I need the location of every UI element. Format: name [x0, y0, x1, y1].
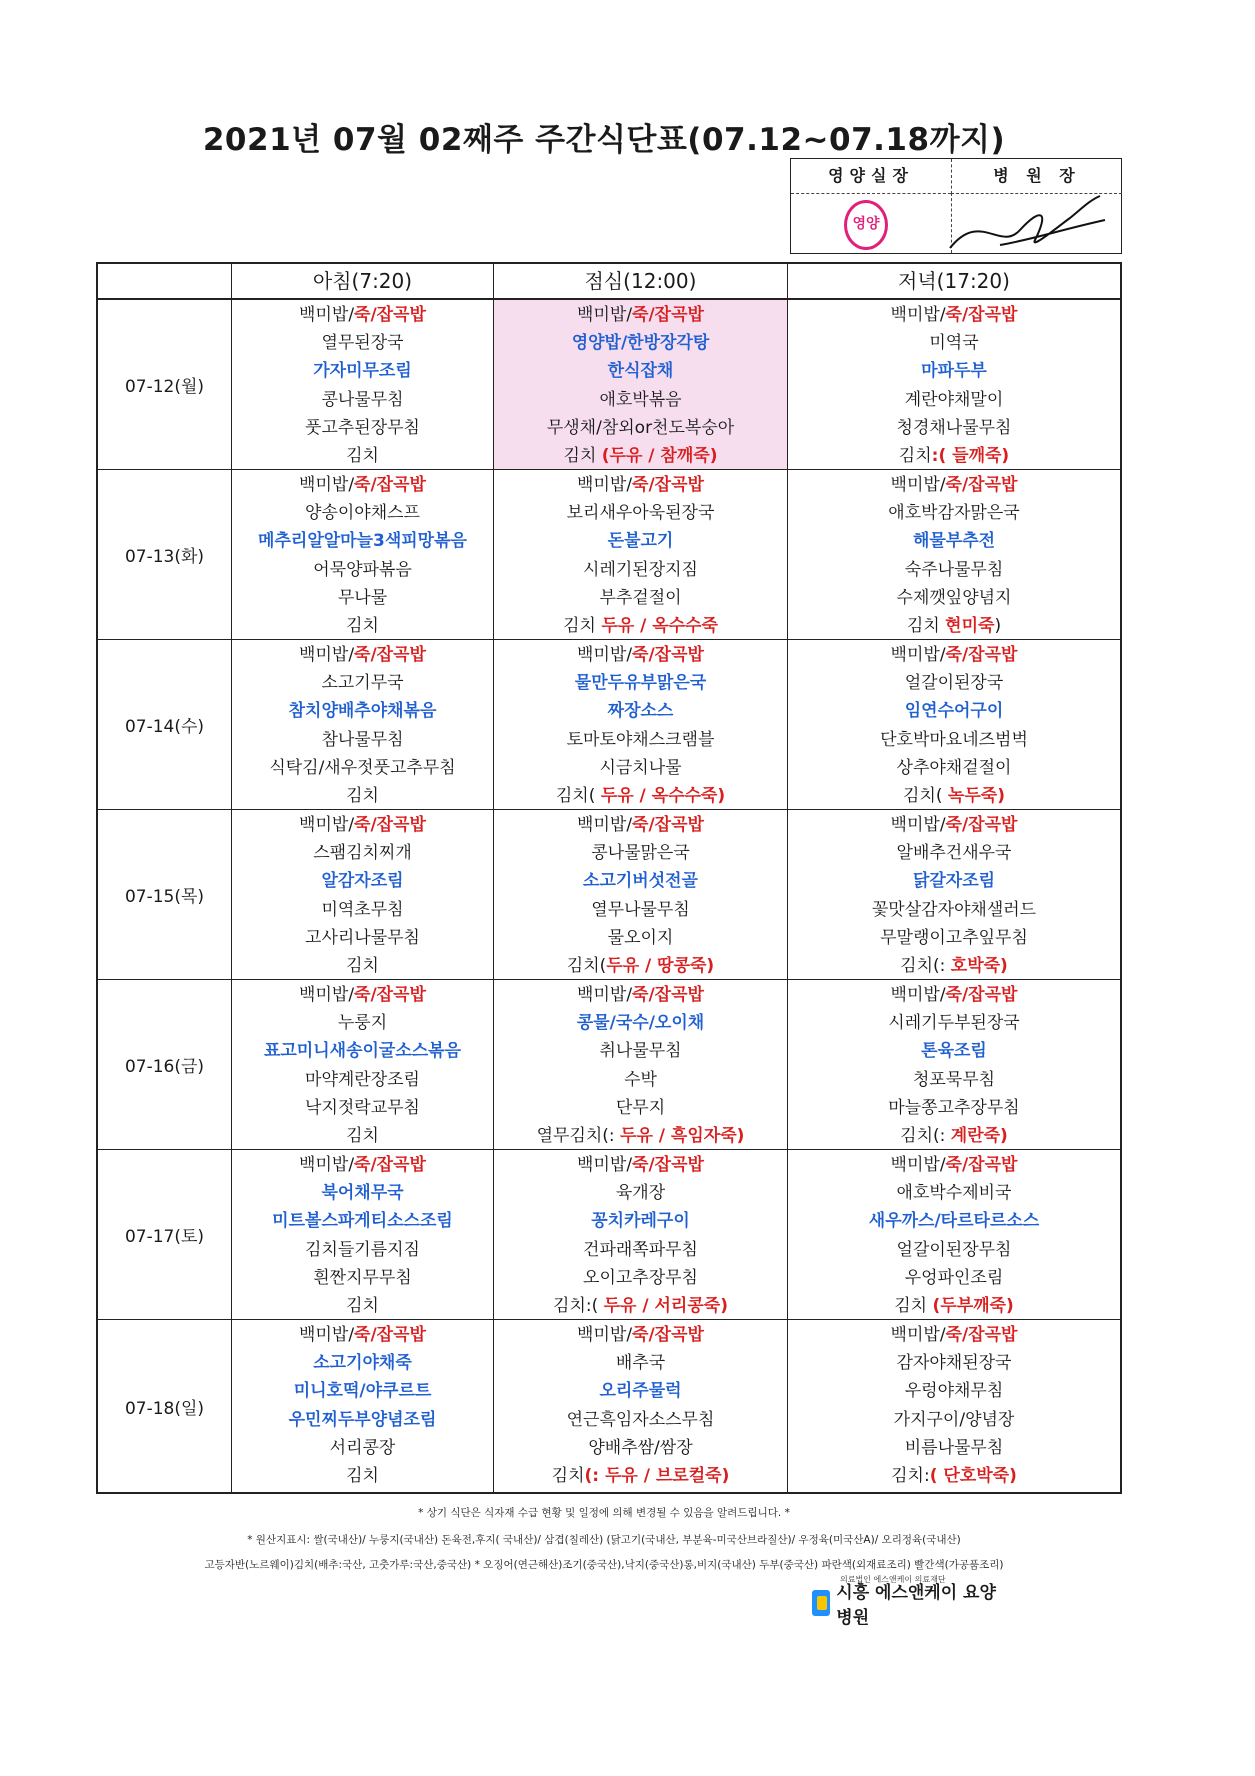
menu-item: 흰짠지무무침	[313, 1267, 412, 1288]
menu-item: 백미밥/죽/잡곡밥	[890, 815, 1018, 835]
menu-item: 한식잡채	[607, 361, 674, 382]
menu-item: 김치( 두유 / 옥수수죽)	[555, 785, 726, 806]
menu-item: 수박	[624, 1069, 657, 1090]
menu-item: 백미밥/죽/잡곡밥	[577, 645, 704, 665]
menu-item: 김치( 녹두죽)	[903, 785, 1005, 806]
day-row	[98, 300, 1120, 470]
lunch-cell	[493, 640, 787, 809]
menu-item: 해물부추전	[912, 531, 996, 552]
day-date: 07-16(금)	[124, 1057, 205, 1077]
menu-item: 연근흑임자소스무침	[566, 1409, 715, 1430]
menu-item: 참치양배추야채볶음	[288, 701, 437, 722]
day-date: 07-18(일)	[124, 1398, 205, 1419]
menu-item: 김치:( 두유 / 서리콩죽)	[553, 1295, 728, 1316]
menu-item: 표고미니새송이굴소스볶음	[263, 1041, 462, 1062]
menu-item: 물만두유부맑은국	[574, 673, 707, 694]
menu-item: 백미밥/죽/잡곡밥	[299, 985, 426, 1005]
menu-item: 미역초무침	[321, 899, 404, 920]
logo-subtitle: 의료법인 에스앤케이 의료재단	[840, 1575, 946, 1584]
menu-item: 김치	[346, 445, 379, 466]
lunch-cell	[493, 300, 787, 469]
menu-item: 무나물	[337, 587, 388, 608]
menu-item: 미니호떡/야쿠르트	[293, 1381, 432, 1402]
dinner-cell	[787, 1320, 1120, 1492]
menu-item: 김치(: 두유 / 브로컬죽)	[551, 1465, 730, 1486]
menu-item: 백미밥/죽/잡곡밥	[890, 1325, 1018, 1345]
menu-item: 김치	[346, 785, 379, 806]
menu-item: 백미밥/죽/잡곡밥	[890, 985, 1018, 1005]
day-date: 07-17(토)	[124, 1227, 205, 1247]
approval-director: 병 원 장	[951, 159, 1122, 194]
menu-item: 미역국	[929, 333, 979, 354]
menu-item: 백미밥/죽/잡곡밥	[890, 475, 1018, 495]
breakfast-cell	[231, 1320, 493, 1492]
menu-item: 단무지	[615, 1097, 666, 1118]
menu-item: 우렁야채무침	[904, 1381, 1004, 1402]
day-row	[98, 470, 1120, 640]
hospital-logo	[812, 1583, 1012, 1628]
menu-item: 낙지젓락교무침	[305, 1097, 420, 1118]
menu-item: 김치:( 단호박죽)	[891, 1465, 1017, 1486]
menu-item: 닭갈자조림	[912, 871, 996, 892]
menu-item: 누룽지	[337, 1013, 388, 1034]
menu-item: 마늘쫑고추장무침	[888, 1097, 1020, 1118]
origin-note-2: 고등자반(노르웨이)김치(배추:국산, 고춧가루:국산,중국산) * 오징어(연근해산)조기(중국산),낙지(중국산)롱,비지(국내산) 두부(중국산) 파란색(외재료조리) 빨간색(가공품조리)	[204, 1559, 1004, 1571]
menu-item: 무말랭이고추잎무침	[880, 927, 1028, 948]
menu-item: 김치 현미죽)	[906, 615, 1002, 636]
menu-item: 서리콩장	[329, 1437, 396, 1458]
hospital-logo-icon	[812, 1590, 830, 1616]
menu-item: 백미밥/죽/잡곡밥	[299, 475, 426, 495]
menu-item: 양송이야채스프	[305, 503, 420, 524]
menu-item: 김치 (두부깨죽)	[894, 1295, 1014, 1316]
menu-item: 열무나물무침	[591, 899, 690, 920]
menu-item: 새우까스/타르타르소스	[868, 1211, 1040, 1232]
day-row	[98, 640, 1120, 810]
lunch-cell	[493, 810, 787, 979]
menu-item: 마약계란장조림	[305, 1069, 420, 1090]
menu-item: 알배추건새우국	[896, 843, 1012, 864]
menu-item: 북어채무국	[321, 1183, 404, 1204]
menu-item: 꽁치카레구이	[591, 1211, 690, 1232]
day-date: 07-15(목)	[124, 887, 205, 907]
menu-item: 백미밥/죽/잡곡밥	[577, 1325, 704, 1345]
menu-item: 김치	[346, 615, 379, 636]
page-title: 2021년 07월 02째주 주간식단표(07.12~07.18까지)	[202, 122, 1006, 158]
menu-item: 미트볼스파게티소스조림	[272, 1211, 453, 1232]
header-date	[98, 264, 231, 298]
menu-item: 고사리나물무침	[305, 927, 420, 948]
menu-item: 콩물/국수/오이채	[576, 1013, 705, 1034]
menu-item: 백미밥/죽/잡곡밥	[577, 305, 704, 325]
lunch-cell	[493, 1320, 787, 1492]
header-breakfast: 아침(7:20)	[231, 264, 493, 298]
menu-item: 백미밥/죽/잡곡밥	[299, 1155, 426, 1175]
menu-item: 백미밥/죽/잡곡밥	[890, 305, 1018, 325]
menu-item: 스팸김치찌개	[313, 843, 412, 864]
menu-item: 계란야채말이	[904, 389, 1004, 410]
change-notice: * 상기 식단은 식자재 수급 현황 및 일정에 의해 변경될 수 있음을 알려드립니다. *	[418, 1507, 790, 1519]
menu-item: 풋고추된장무침	[305, 417, 420, 438]
menu-item: 백미밥/죽/잡곡밥	[299, 815, 426, 835]
menu-item: 김치	[346, 955, 379, 976]
signature	[940, 190, 1110, 260]
menu-item: 감자야채된장국	[896, 1353, 1012, 1374]
menu-item: 김치:( 들깨죽)	[898, 445, 1010, 466]
table-header	[98, 264, 1120, 300]
stamp-seal: 영양	[844, 200, 888, 250]
dinner-cell	[787, 300, 1120, 469]
menu-item: 짜장소스	[607, 701, 674, 722]
menu-item: 백미밥/죽/잡곡밥	[299, 305, 426, 325]
menu-item: 백미밥/죽/잡곡밥	[890, 1155, 1018, 1175]
menu-item: 애호박감자맑은국	[888, 503, 1020, 524]
day-row	[98, 1320, 1120, 1492]
breakfast-cell	[231, 980, 493, 1149]
breakfast-cell	[231, 470, 493, 639]
origin-note-1: * 원산지표시: 쌀(국내산)/ 누룽지(국내산) 돈육전,후지( 국내산)/ 삼겹(칠레산) (닭고기(국내산, 부분육-미국산브라질산)/ 우정육(미국산A)/ 오리정육(국내산)	[247, 1534, 961, 1546]
menu-item: 육개장	[615, 1183, 666, 1204]
dinner-cell	[787, 1150, 1120, 1319]
menu-item: 백미밥/죽/잡곡밥	[577, 1155, 704, 1175]
menu-item: 메추리알알마늘3색피망볶음	[258, 531, 467, 552]
menu-item: 소고기야채죽	[313, 1353, 412, 1374]
menu-item: 열무된장국	[321, 333, 404, 354]
dinner-cell	[787, 980, 1120, 1149]
menu-item: 청포묵무침	[912, 1069, 996, 1090]
menu-item: 백미밥/죽/잡곡밥	[299, 1325, 426, 1345]
menu-item: 참나물무침	[321, 729, 404, 750]
header-dinner: 저녁(17:20)	[787, 264, 1120, 298]
menu-item: 백미밥/죽/잡곡밥	[890, 645, 1018, 665]
menu-item: 김치 (두유 / 참깨죽)	[563, 445, 718, 466]
menu-item: 숙주나물무침	[904, 559, 1004, 580]
menu-item: 임연수어구이	[904, 701, 1004, 722]
menu-item: 오리주물럭	[599, 1381, 682, 1402]
menu-item: 김치 두유 / 옥수수죽	[563, 615, 718, 636]
menu-item: 오이고추장무침	[583, 1267, 698, 1288]
menu-item: 김치	[346, 1465, 379, 1486]
header-lunch: 점심(12:00)	[493, 264, 787, 298]
menu-item: 김치(: 호박죽)	[900, 955, 1008, 976]
breakfast-cell	[231, 300, 493, 469]
menu-item: 가자미무조림	[313, 361, 412, 382]
dinner-cell	[787, 640, 1120, 809]
menu-item: 우민찌두부양념조림	[288, 1409, 437, 1430]
menu-item: 김치	[346, 1295, 379, 1316]
menu-item: 상추야채겉절이	[896, 757, 1012, 778]
menu-item: 돈불고기	[607, 531, 674, 552]
menu-item: 비름나물무침	[904, 1437, 1004, 1458]
menu-item: 백미밥/죽/잡곡밥	[577, 815, 704, 835]
dinner-cell	[787, 810, 1120, 979]
breakfast-cell	[231, 810, 493, 979]
menu-item: 청경채나물무침	[896, 417, 1012, 438]
menu-item: 영양밥/한방장각탕	[571, 333, 710, 354]
menu-item: 어묵양파볶음	[313, 559, 412, 580]
menu-item: 시레기된장지짐	[583, 559, 698, 580]
menu-item: 우엉파인조림	[904, 1267, 1004, 1288]
menu-item: 단호박마요네즈범벅	[880, 729, 1028, 750]
menu-item: 얼갈이된장무침	[896, 1239, 1012, 1260]
menu-item: 김치(: 계란죽)	[900, 1125, 1008, 1146]
menu-item: 배추국	[615, 1353, 666, 1374]
menu-item: 시레기두부된장국	[888, 1013, 1020, 1034]
menu-item: 양배추쌈/쌈장	[588, 1437, 693, 1458]
menu-item: 열무김치(: 두유 / 흑임자죽)	[536, 1125, 745, 1146]
hospital-name: 시흥 에스앤케이 요양병원	[836, 1583, 996, 1628]
menu-item: 식탁김/새우젓풋고추무침	[269, 757, 456, 778]
menu-item: 부추겉절이	[599, 587, 682, 608]
menu-item: 시금치나물	[599, 757, 682, 778]
menu-item: 물오이지	[607, 927, 674, 948]
menu-item: 콩나물무침	[321, 389, 404, 410]
day-row	[98, 980, 1120, 1150]
menu-item: 애호박볶음	[599, 389, 682, 410]
menu-item: 수제깻잎양념지	[896, 587, 1012, 608]
menu-item: 콩나물맑은국	[591, 843, 690, 864]
menu-item: 알감자조림	[321, 871, 404, 892]
day-row	[98, 810, 1120, 980]
menu-item: 김치(두유 / 땅콩죽)	[566, 955, 715, 976]
dinner-cell	[787, 470, 1120, 639]
menu-item: 꽃맛살감자야채샐러드	[871, 899, 1037, 920]
menu-item: 취나물무침	[599, 1041, 682, 1062]
menu-item: 백미밥/죽/잡곡밥	[299, 645, 426, 665]
menu-item: 백미밥/죽/잡곡밥	[577, 985, 704, 1005]
menu-item: 소고기버섯전골	[583, 871, 698, 892]
menu-item: 소고기무국	[321, 673, 404, 694]
menu-item: 애호박수제비국	[896, 1183, 1012, 1204]
day-date: 07-13(화)	[124, 547, 205, 567]
menu-item: 가지구이/양념장	[893, 1409, 1015, 1430]
menu-item: 토마토야채스크램블	[566, 729, 715, 750]
day-row	[98, 1150, 1120, 1320]
menu-item: 백미밥/죽/잡곡밥	[577, 475, 704, 495]
menu-item: 무생채/참외or천도복숭아	[546, 417, 735, 438]
menu-item: 마파두부	[921, 361, 987, 382]
day-date: 07-12(월)	[124, 377, 205, 397]
lunch-cell	[493, 470, 787, 639]
breakfast-cell	[231, 1150, 493, 1319]
day-date: 07-14(수)	[124, 717, 205, 737]
menu-item: 톤육조림	[921, 1041, 987, 1062]
lunch-cell	[493, 980, 787, 1149]
menu-item: 얼갈이된장국	[904, 673, 1004, 694]
menu-item: 김치들기름지짐	[305, 1239, 420, 1260]
menu-item: 김치	[346, 1125, 379, 1146]
menu-item: 건파래쪽파무침	[583, 1239, 698, 1260]
meal-table	[96, 262, 1122, 1494]
lunch-cell	[493, 1150, 787, 1319]
breakfast-cell	[231, 640, 493, 809]
approval-nutrition-head: 영양실장	[791, 159, 951, 194]
menu-item: 보리새우아욱된장국	[566, 503, 715, 524]
